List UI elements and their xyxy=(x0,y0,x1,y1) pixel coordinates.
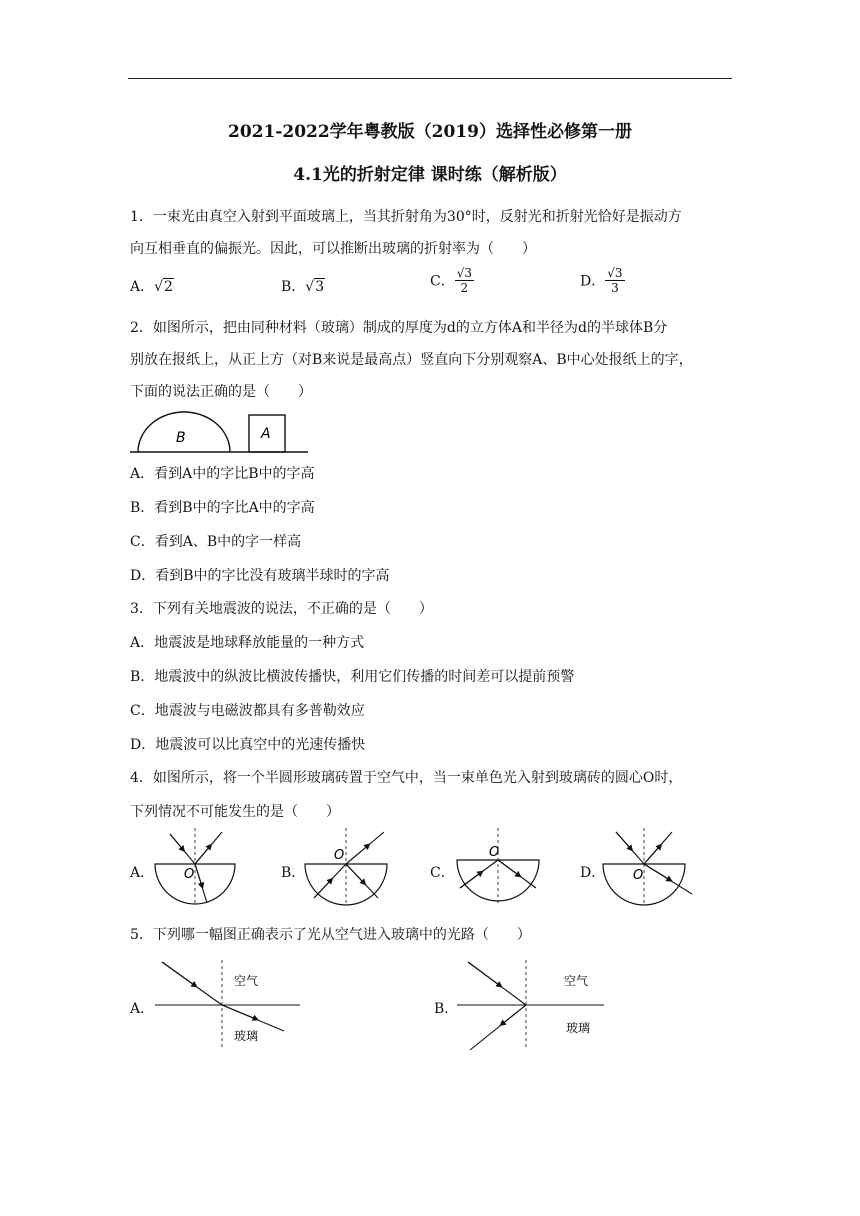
q1-option-d: D． $\frac{√3}{3}$ xyxy=(580,266,623,295)
center-o-label: O xyxy=(184,867,195,882)
center-o-label: O xyxy=(633,868,644,883)
q3-option-b: B．地震波中的纵波比横波传播快，利用它们传播的时间差可以提前预警 xyxy=(130,669,575,685)
q4-figure-a xyxy=(150,826,240,908)
q3-option-a: A．地震波是地球释放能量的一种方式 xyxy=(130,635,365,651)
q4-option-a: A． xyxy=(130,865,155,881)
q2-figure xyxy=(128,405,313,457)
glass-label: 玻璃 xyxy=(234,1029,259,1043)
q1-line2: 向互相垂直的偏振光。因此，可以推断出玻璃的折射率为（ ） xyxy=(130,241,536,257)
q5-option-b: B． xyxy=(434,1001,459,1017)
q2-line1: 2．如图所示，把由同种材料（玻璃）制成的厚度为d的立方体A和半径为d的半球体B分 xyxy=(130,320,668,336)
q5-line1: 5．下列哪一幅图正确表示了光从空气进入玻璃中的光路（ ） xyxy=(130,927,531,943)
q5-figure-a xyxy=(150,955,305,1055)
q4-figure-c xyxy=(452,826,544,908)
q2-option-d: D．看到B中的字比没有玻璃半球时的字高 xyxy=(130,568,390,584)
glass-label: 玻璃 xyxy=(566,1021,591,1035)
q2-line2: 别放在报纸上，从正上方（对B来说是最高点）竖直向下分别观察A、B中心处报纸上的字， xyxy=(130,352,693,368)
q4-line2: 下列情况不可能发生的是（ ） xyxy=(130,804,340,820)
q3-option-d: D．地震波可以比真空中的光速传播快 xyxy=(130,737,366,753)
q5-figure-b xyxy=(452,955,612,1055)
air-label: 空气 xyxy=(564,974,589,988)
center-o-label: O xyxy=(334,848,345,863)
q4-line1: 4．如图所示，将一个半圆形玻璃砖置于空气中，当一束单色光入射到玻璃砖的圆心O时， xyxy=(130,770,683,786)
header-rule xyxy=(128,78,732,79)
q4-option-d: D． xyxy=(580,865,606,881)
q2-line3: 下面的说法正确的是（ ） xyxy=(130,384,312,400)
air-label: 空气 xyxy=(234,974,259,988)
cube-label: A xyxy=(261,426,271,442)
q3-option-c: C．地震波与电磁波都具有多普勒效应 xyxy=(130,703,365,719)
q3-line1: 3．下列有关地震波的说法，不正确的是（ ） xyxy=(130,601,433,617)
q1-option-b: B．√3 xyxy=(281,279,325,295)
q1-option-a: A．√2 xyxy=(130,279,173,295)
hemisphere-label: B xyxy=(176,430,186,446)
center-o-label: O xyxy=(489,845,500,860)
q2-option-c: C．看到A、B中的字一样高 xyxy=(130,534,302,550)
q2-option-b: B．看到B中的字比A中的字高 xyxy=(130,500,315,516)
doc-subtitle: 4.1光的折射定律 课时练（解析版） xyxy=(293,165,567,185)
doc-title: 2021-2022学年粤教版（2019）选择性必修第一册 xyxy=(228,122,632,142)
q1-line1: 1．一束光由真空入射到平面玻璃上，当其折射角为30°时，反射光和折射光恰好是振动方 xyxy=(130,209,682,225)
q1-option-c: C． $\frac{√3}{2}$ xyxy=(430,266,473,295)
q4-figure-b xyxy=(300,826,392,908)
q2-option-a: A．看到A中的字比B中的字高 xyxy=(130,466,315,482)
q4-option-b: B． xyxy=(281,865,306,881)
q4-figure-d xyxy=(598,826,698,908)
q4-option-c: C． xyxy=(430,865,455,881)
q5-option-a: A． xyxy=(130,1001,155,1017)
